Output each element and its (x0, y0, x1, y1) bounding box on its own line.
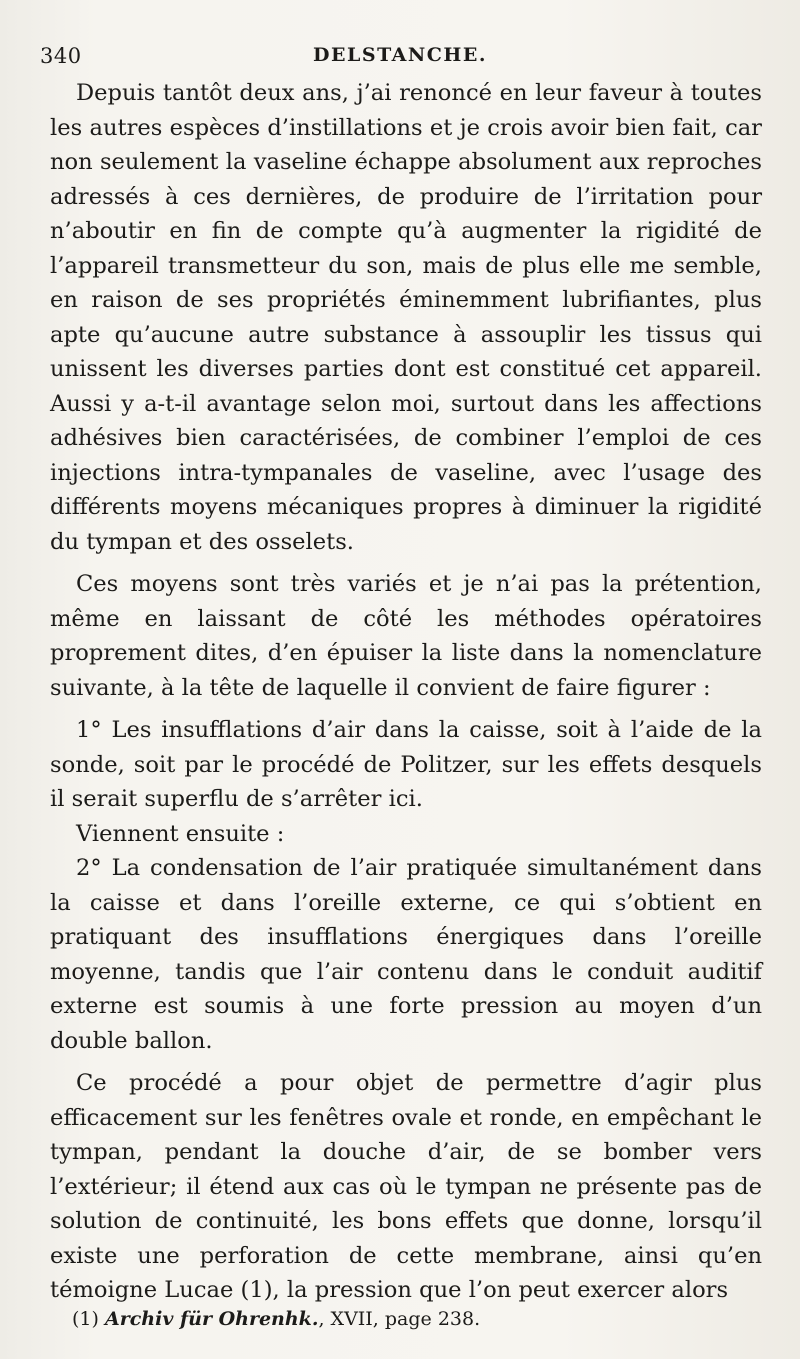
paragraph-5: 2° La condensation de l’air pratiquée simultanément dans la caisse et dans l’oreille externe, ce qui s’obtient en pratiquant des insufflations énergiques dans l’oreille moyenne, tandis que l’air contenu dans le conduit auditif externe est soumis à une forte pression au moyen d’un double ballon. (50, 855, 762, 1054)
paragraph-2: Ces moyens sont très variés et je n’ai pas la prétention, même en laissant de côté les méthodes opératoires proprement dites, d’en épuiser la liste dans la nomenclature suivante, à la tête de laquelle il convient de faire figurer : (50, 571, 762, 701)
footnote-title: Archiv für Ohrenhk. (104, 1308, 319, 1330)
paragraph-1: Depuis tantôt deux ans, j’ai renoncé en leur faveur à toutes les autres espèces d’instillations et je crois avoir bien fait, car non seulement la vaseline échappe absolument aux reproches adressés à ces dernières, de produire de l’irritation pour n’aboutir en fin de compte qu’à augmenter la rigidité de l’appareil transmetteur du son, mais de plus elle me semble, en raison de ses propriétés éminemment lubrifiantes, plus apte qu’aucune autre substance à assouplir les tissus qui unissent les diverses parties dont est constitué cet appareil. Aussi y a-t-il avantage selon moi, surtout dans les affections adhésives bien caractérisées, de combiner l’emploi de ces injections intra-tympanales de vaseline, avec l’usage des différents moyens mécaniques propres à diminuer la rigidité du tympan et des osselets. (50, 80, 762, 555)
footnote-rest: , XVII, page 238. (318, 1308, 481, 1330)
paragraph-6: Ce procédé a pour objet de permettre d’agir plus efficacement sur les fenêtres ovale et ronde, en empêchant le tympan, pendant la douche d’air, de se bomber vers l’extérieur; il étend aux cas où le tympan ne présente pas de solution de continuité, les bons effets que donne, lorsqu’il existe une perforation de cette membrane, ainsi qu’en témoigne Lucae (1), la pression que l’on peut exercer alors (50, 1070, 762, 1303)
footnote (72, 1306, 762, 1332)
page-header (40, 40, 760, 74)
running-head: DELSTANCHE. (313, 44, 487, 66)
paragraph-4: Viennent ensuite : (76, 820, 285, 847)
body-text (50, 76, 762, 1308)
footnote-marker: (1) (72, 1308, 99, 1330)
page-number: 340 (40, 44, 82, 68)
paragraph-3: 1° Les insufflations d’air dans la caisse, soit à l’aide de la sonde, soit par le procédé de Politzer, sur les effets desquels il serait superflu de s’arrêter ici. (50, 717, 762, 812)
